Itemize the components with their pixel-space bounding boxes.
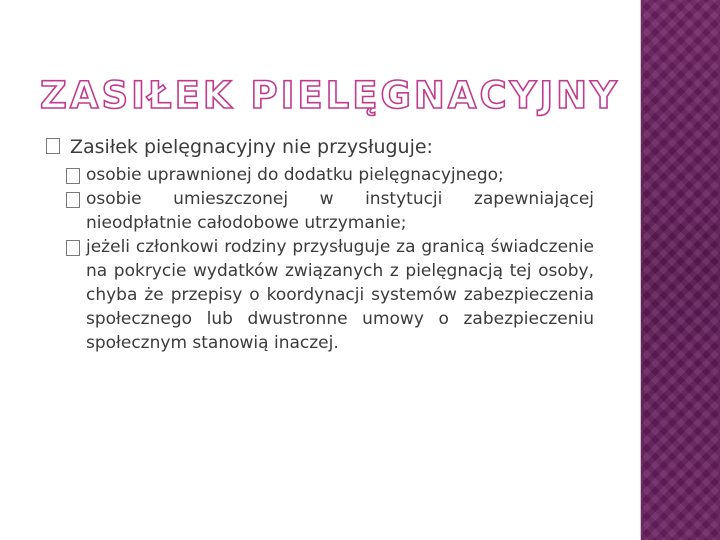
slide-content xyxy=(46,133,594,355)
square-bullet-icon xyxy=(46,138,60,154)
decorative-side-band xyxy=(641,0,720,540)
slide-title: ZASIŁEK PIELĘGNACYJNY xyxy=(40,74,620,117)
bullet-item xyxy=(46,163,594,187)
square-bullet-icon xyxy=(66,240,80,256)
square-bullet-icon xyxy=(66,168,80,184)
heading-item-text: Zasiłek pielęgnacyjny nie przysługuje: xyxy=(70,136,433,158)
bullet-item-text: osobie umieszczonej w instytucji zapewniającej nieodpłatnie całodobowe utrzymanie; xyxy=(86,189,594,233)
bullet-item-text: osobie uprawnionej do dodatku pielęgnacyjnego; xyxy=(86,165,504,185)
square-bullet-icon xyxy=(66,192,80,208)
bullet-item xyxy=(46,235,594,355)
bullet-level1 xyxy=(46,133,594,161)
bullet-item xyxy=(46,187,594,235)
bullet-item-text: jeżeli członkowi rodziny przysługuje za granicą świadczenie na pokrycie wydatków związanych z pielęgnacją tej osoby, chyba że przepisy o koordynacji systemów zabezpieczenia społecznego lub dwustronne umowy o zabezpieczeniu społecznym stanowią inaczej. xyxy=(86,237,594,353)
